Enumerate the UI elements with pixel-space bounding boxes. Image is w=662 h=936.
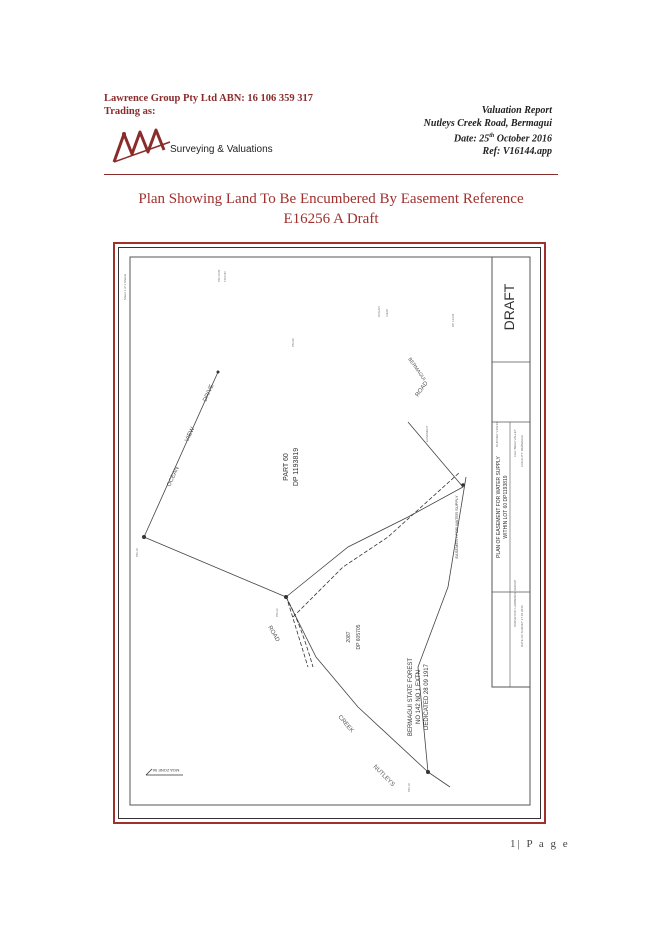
draft-label: DRAFT (501, 283, 517, 331)
svg-text:PM 22: PM 22 (275, 608, 279, 617)
trading-as: Trading as: (104, 106, 156, 117)
road-view: VIEW (184, 426, 197, 443)
svg-text:EASEMENT: EASEMENT (425, 425, 429, 442)
report-info (424, 104, 552, 158)
report-type: Valuation Report (481, 105, 552, 116)
road-road-1: ROAD (266, 625, 281, 644)
report-ref: Ref: V16144.app (482, 146, 552, 158)
svg-text:LOCALITY: BERMAGUI: LOCALITY: BERMAGUI (520, 434, 524, 467)
easement-label: EASEMENT FOR WATER SUPPLY (454, 495, 459, 559)
plan-title-2: WITHIN LOT 60 DP1193819 (503, 475, 509, 539)
dp-label: DP 1193819 (293, 447, 300, 487)
sheet-note: Sheet 1 of 1 Sheets (123, 273, 127, 301)
road-bermagui: BERMAGUI (406, 356, 427, 382)
page-number: 1| P a g e (510, 838, 570, 850)
title-line-1: Plan Showing Land To Be Encumbered By Easement Reference (138, 191, 524, 207)
forest-label-1: BERMAGUI STATE FOREST (408, 657, 414, 737)
road-ocean: OCEAN (166, 465, 181, 488)
svg-text:DATE OF SURVEY 17.10.2016: DATE OF SURVEY 17.10.2016 (520, 605, 524, 647)
part-label: PART 60 (283, 453, 290, 481)
company-name: Lawrence Group Pty Ltd ABN: 16 106 359 317 (104, 93, 314, 104)
survey-plan (118, 247, 541, 819)
road-nutleys: NUTLEYS (371, 764, 396, 788)
svg-text:PM 19 BI: PM 19 BI (217, 269, 221, 282)
report-date: Date: 25th October 2016 (453, 133, 552, 145)
svg-text:PM 19: PM 19 (135, 548, 139, 557)
svg-text:LGA: BEGA VALLEY: LGA: BEGA VALLEY (513, 429, 517, 457)
company-line (104, 92, 313, 118)
lot-dp: DP 605705 (356, 624, 362, 650)
svg-text:DP 12335: DP 12335 (451, 313, 455, 327)
svg-text:VIEW: VIEW (385, 309, 389, 317)
road-road-2: ROAD (414, 380, 430, 399)
svg-text:FOUND: FOUND (223, 271, 227, 282)
svg-text:PM 10: PM 10 (407, 783, 411, 792)
scale-note: MGA ZONE 56 (152, 768, 180, 773)
lot-label: 2087 (346, 631, 352, 643)
road-drive: DRIVE (202, 383, 216, 403)
svg-text:OUR REF V16144: OUR REF V16144 (495, 422, 499, 447)
report-address: Nutleys Creek Road, Bermagui (423, 118, 552, 129)
page-title (104, 189, 558, 229)
svg-text:OCEAN: OCEAN (377, 306, 381, 317)
svg-text:SURVEYOR: LAWRENCE GROUP: SURVEYOR: LAWRENCE GROUP (513, 579, 517, 627)
title-line-2: E16256 A Draft (283, 211, 379, 227)
logo-text: Surveying & Valuations (170, 144, 273, 155)
forest-label-2: NO 142 NO 1 EXTN (416, 669, 422, 725)
header-rule (104, 174, 558, 175)
forest-label-3: DEDICATED 28 09 1917 (424, 664, 430, 730)
svg-text:PM 90: PM 90 (291, 338, 295, 347)
plan-title-1: PLAN OF EASEMENT FOR WATER SUPPLY (496, 456, 502, 558)
road-creek: CREEK (336, 714, 355, 735)
